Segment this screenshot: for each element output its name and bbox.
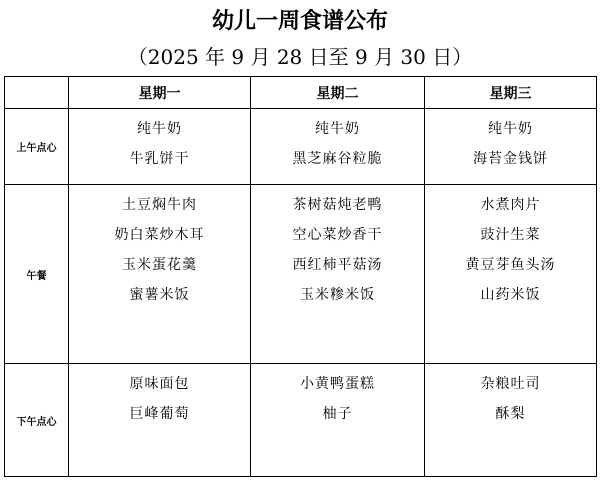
dish-item: 空心菜炒香干 xyxy=(292,227,383,243)
dish-item: 酥梨 xyxy=(495,406,526,422)
dish-item: 纯牛奶 xyxy=(137,121,182,137)
dish-item: 杂粮吐司 xyxy=(480,376,541,392)
table-row xyxy=(5,185,597,364)
column-header: 星期一 xyxy=(69,77,251,109)
menu-cell xyxy=(425,185,597,364)
dish-item: 奶白菜炒木耳 xyxy=(114,227,205,243)
row-label: 午餐 xyxy=(5,185,69,364)
page-title: 幼儿一周食谱公布 xyxy=(211,8,388,34)
dish-item: 小黄鸭蛋糕 xyxy=(300,376,375,392)
header-row xyxy=(5,77,597,109)
dish-item: 水煮肉片 xyxy=(480,197,541,213)
dish-item: 海苔金钱饼 xyxy=(473,151,548,167)
dish-item: 西红柿平菇汤 xyxy=(292,257,383,273)
dish-item: 纯牛奶 xyxy=(488,121,533,137)
dish-item: 牛乳饼干 xyxy=(129,151,190,167)
column-header: 星期三 xyxy=(425,77,597,109)
row-label: 下午点心 xyxy=(5,364,69,477)
dish-item: 黑芝麻谷粒脆 xyxy=(292,151,383,167)
menu-cell xyxy=(425,109,597,185)
dish-item: 蜜薯米饭 xyxy=(129,287,190,303)
menu-cell xyxy=(425,364,597,477)
corner-cell xyxy=(5,77,69,109)
table-row xyxy=(5,109,597,185)
menu-table xyxy=(4,76,597,477)
dish-item: 山药米饭 xyxy=(480,287,541,303)
table-row xyxy=(5,364,597,477)
row-label: 上午点心 xyxy=(5,109,69,185)
dish-item: 茶树菇炖老鸭 xyxy=(292,197,383,213)
menu-cell xyxy=(69,185,251,364)
menu-cell xyxy=(251,109,425,185)
menu-cell xyxy=(251,185,425,364)
dish-item: 黄豆芽鱼头汤 xyxy=(465,257,556,273)
menu-cell xyxy=(69,364,251,477)
dish-item: 玉米蛋花羹 xyxy=(122,257,197,273)
date-range: （2025 年 9 月 28 日至 9 月 30 日） xyxy=(127,45,473,69)
dish-item: 土豆焖牛肉 xyxy=(122,197,197,213)
dish-item: 巨峰葡萄 xyxy=(129,406,190,422)
menu-cell xyxy=(69,109,251,185)
dish-item: 玉米糁米饭 xyxy=(300,287,375,303)
dish-item: 纯牛奶 xyxy=(315,121,360,137)
menu-cell xyxy=(251,364,425,477)
dish-item: 豉汁生菜 xyxy=(480,227,541,243)
dish-item: 柚子 xyxy=(322,406,353,422)
dish-item: 原味面包 xyxy=(129,376,190,392)
column-header: 星期二 xyxy=(251,77,425,109)
